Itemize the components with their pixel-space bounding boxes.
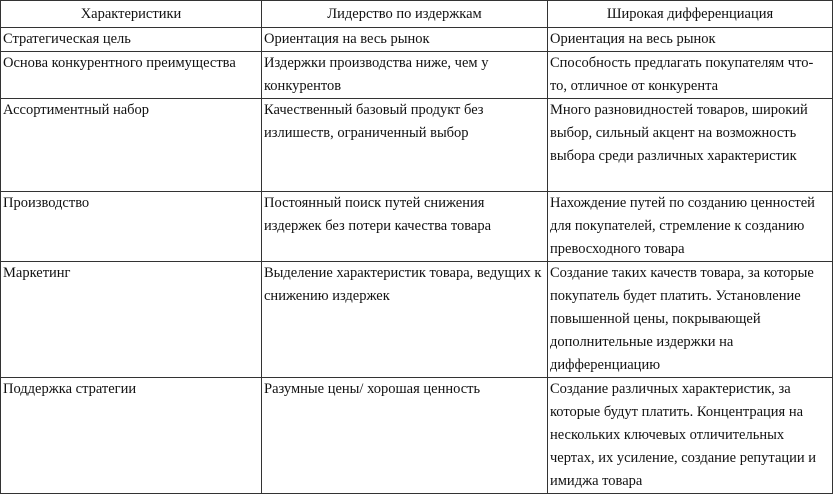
- header-cost-leadership: Лидерство по издержкам: [262, 1, 548, 28]
- cell-characteristic: Производство: [1, 192, 262, 262]
- cell-characteristic: Маркетинг: [1, 262, 262, 378]
- table-row: [1, 28, 833, 52]
- table-row: [1, 192, 833, 262]
- cell-cost-leadership: Разумные цены/ хорошая ценность: [262, 378, 548, 494]
- cell-cost-leadership: Ориентация на весь рынок: [262, 28, 548, 52]
- cell-cost-leadership: Выделение характеристик товара, ведущих к снижению издержек: [262, 262, 548, 378]
- cell-differentiation: Способность предлагать покупателям что-то, отличное от конкурента: [548, 52, 833, 99]
- header-characteristics: Характеристики: [1, 1, 262, 28]
- header-row: [1, 1, 833, 28]
- cell-differentiation: Создание таких качеств товара, за которые покупатель будет платить. Установление повышенной цены, покрывающей дополнительные издержки на дифференциацию: [548, 262, 833, 378]
- cell-differentiation: Ориентация на весь рынок: [548, 28, 833, 52]
- cell-differentiation: Нахождение путей по созданию ценностей для покупателей, стремление к созданию превосходного товара: [548, 192, 833, 262]
- cell-characteristic: Поддержка стратегии: [1, 378, 262, 494]
- table-row: [1, 262, 833, 378]
- header-differentiation: Широкая дифференциация: [548, 1, 833, 28]
- cell-differentiation: Много разновидностей товаров, широкий выбор, сильный акцент на возможность выбора среди различных характеристик: [548, 99, 833, 192]
- cell-cost-leadership: Издержки производства ниже, чем у конкурентов: [262, 52, 548, 99]
- table-row: [1, 378, 833, 494]
- cell-characteristic: Ассортиментный набор: [1, 99, 262, 192]
- cell-characteristic: Основа конкурентного преимущества: [1, 52, 262, 99]
- cell-cost-leadership: Качественный базовый продукт без излишеств, ограниченный выбор: [262, 99, 548, 192]
- table-row: [1, 52, 833, 99]
- cell-differentiation: Создание различных характеристик, за которые будут платить. Концентрация на нескольких ключевых отличительных чертах, их усиление, создание репутации и имиджа товара: [548, 378, 833, 494]
- cell-cost-leadership: Постоянный поиск путей снижения издержек без потери качества товара: [262, 192, 548, 262]
- table-row: [1, 99, 833, 192]
- cell-characteristic: Стратегическая цель: [1, 28, 262, 52]
